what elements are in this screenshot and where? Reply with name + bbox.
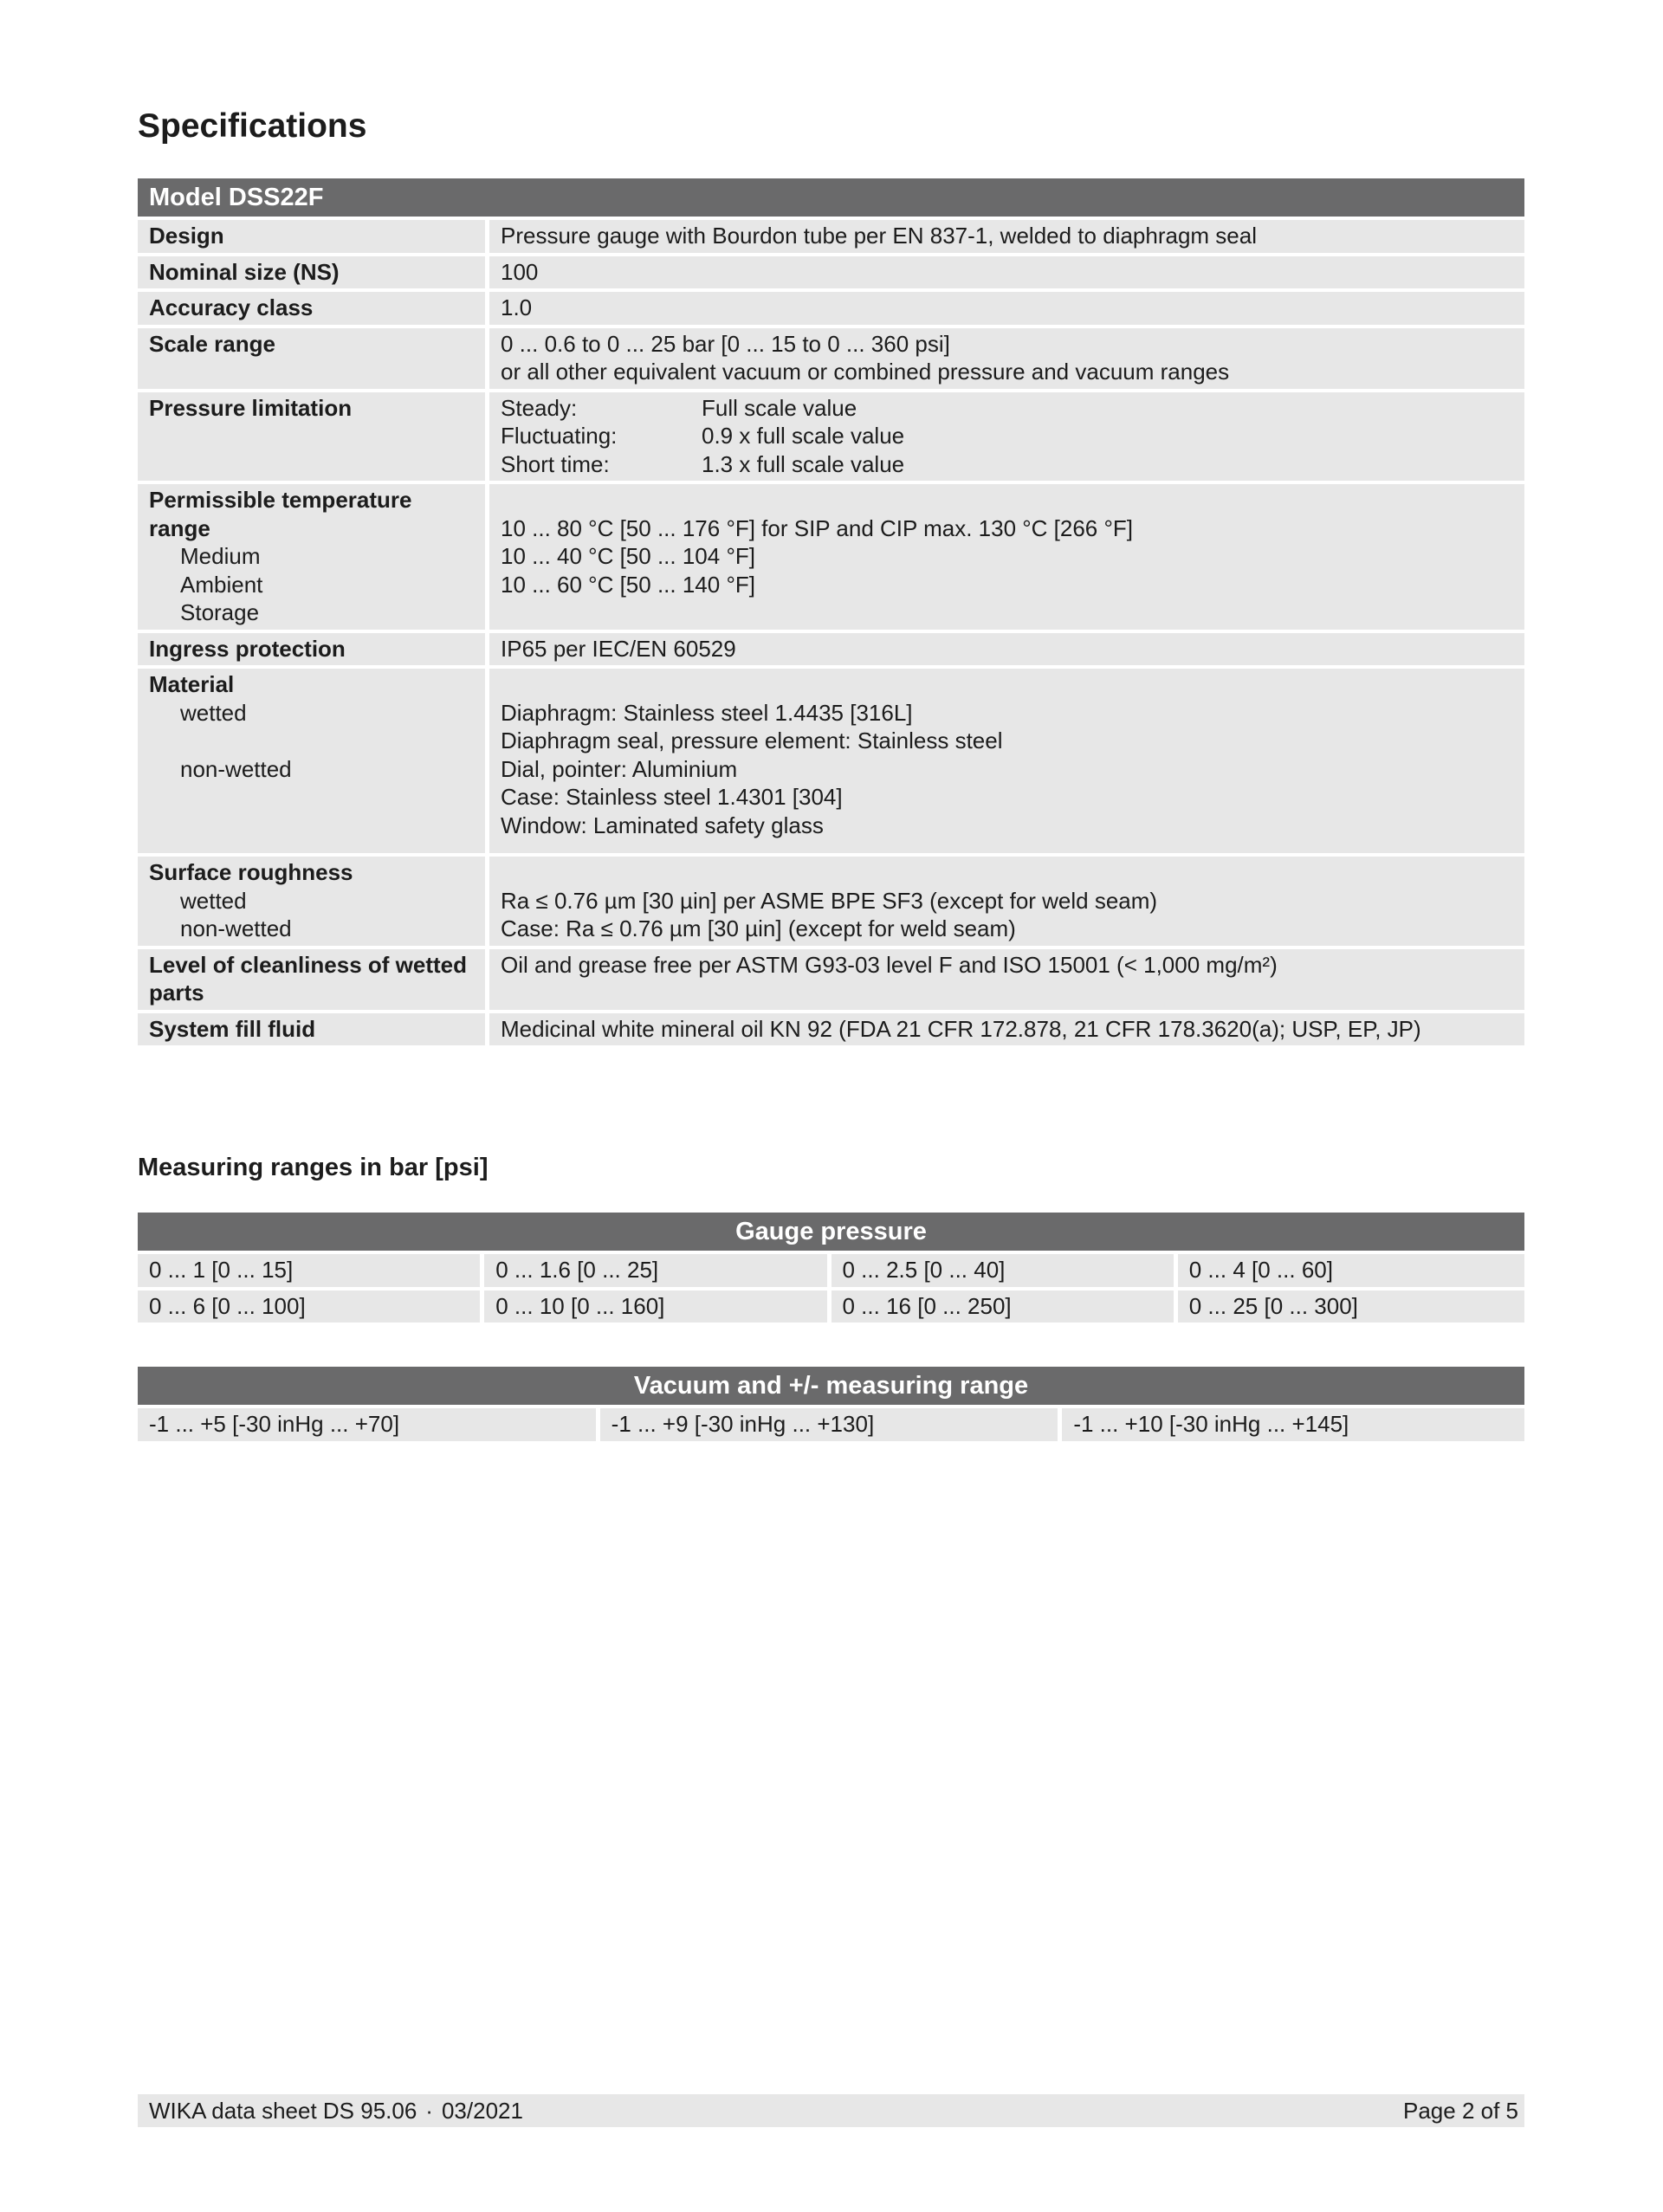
row-value bbox=[489, 328, 1524, 389]
pressure-limit-key: Steady: bbox=[501, 394, 578, 421]
row-value bbox=[489, 669, 1524, 853]
vacuum-range-table bbox=[138, 1363, 1524, 1445]
temperature-label: Permissible temperature range bbox=[149, 487, 412, 541]
ambient-label: Ambient bbox=[180, 571, 263, 598]
cleanliness-label: parts bbox=[149, 980, 204, 1006]
table-row bbox=[138, 328, 1524, 389]
row-label: System fill fluid bbox=[138, 1013, 489, 1046]
specifications-table bbox=[138, 175, 1524, 1049]
range-cell: 0 ... 6 [0 ... 100] bbox=[138, 1290, 484, 1323]
row-label: Nominal size (NS) bbox=[138, 256, 489, 289]
storage-value: 10 ... 60 °C [50 ... 140 °F] bbox=[501, 571, 755, 598]
table-row bbox=[138, 949, 1524, 1010]
pressure-limit-value: 0.9 x full scale value bbox=[702, 423, 905, 449]
data-sheet-id: WIKA data sheet DS 95.06 bbox=[149, 2098, 417, 2124]
row-label: Accuracy class bbox=[138, 292, 489, 325]
roughness-wetted-value: Ra ≤ 0.76 µm [30 µin] per ASME BPE SF3 (except for weld seam) bbox=[501, 887, 1158, 914]
table-header-row bbox=[138, 1213, 1524, 1251]
roughness-label: Surface roughness bbox=[149, 859, 353, 885]
storage-label: Storage bbox=[180, 599, 260, 625]
footer-source bbox=[149, 2094, 523, 2127]
pressure-limit-key: Short time: bbox=[501, 450, 610, 477]
table-row bbox=[138, 392, 1524, 482]
row-label bbox=[138, 669, 489, 853]
table-row bbox=[138, 1408, 1524, 1441]
range-cell: 0 ... 2.5 [0 ... 40] bbox=[832, 1254, 1178, 1287]
pressure-limit-short-time bbox=[501, 450, 1513, 479]
pressure-limit-key: Fluctuating: bbox=[501, 423, 618, 449]
page-footer bbox=[138, 2094, 1524, 2127]
pressure-limit-fluctuating bbox=[501, 422, 1513, 450]
range-cell: -1 ... +9 [-30 inHg ... +130] bbox=[600, 1408, 1063, 1441]
table-row bbox=[138, 633, 1524, 666]
wetted-label: wetted bbox=[180, 699, 247, 726]
table-header-row bbox=[138, 1367, 1524, 1405]
range-cell: 0 ... 10 [0 ... 160] bbox=[484, 1290, 831, 1323]
gauge-pressure-header: Gauge pressure bbox=[138, 1213, 1524, 1251]
vacuum-header: Vacuum and +/- measuring range bbox=[138, 1367, 1524, 1405]
row-value: Medicinal white mineral oil KN 92 (FDA 21 CFR 172.878, 21 CFR 178.3620(a); USP, EP, JP) bbox=[489, 1013, 1524, 1046]
material-line: Diaphragm: Stainless steel 1.4435 [316L] bbox=[501, 699, 913, 726]
row-label bbox=[138, 857, 489, 946]
table-row bbox=[138, 220, 1524, 253]
scale-range-line: or all other equivalent vacuum or combined pressure and vacuum ranges bbox=[501, 359, 1230, 385]
table-row bbox=[138, 292, 1524, 325]
non-wetted-label: non-wetted bbox=[180, 915, 292, 941]
material-line: Diaphragm seal, pressure element: Stainless steel bbox=[501, 728, 1003, 754]
table-row bbox=[138, 256, 1524, 289]
sheet-date: 03/2021 bbox=[441, 2098, 523, 2124]
range-cell: -1 ... +10 [-30 inHg ... +145] bbox=[1062, 1408, 1524, 1441]
row-label bbox=[138, 949, 489, 1010]
range-cell: -1 ... +5 [-30 inHg ... +70] bbox=[138, 1408, 600, 1441]
table-row bbox=[138, 669, 1524, 853]
row-value: Oil and grease free per ASTM G93-03 level F and ISO 15001 (< 1,000 mg/m²) bbox=[489, 949, 1524, 1010]
row-value: 1.0 bbox=[489, 292, 1524, 325]
table-header-row bbox=[138, 178, 1524, 217]
pressure-limit-value: 1.3 x full scale value bbox=[702, 450, 905, 477]
separator: · bbox=[425, 2098, 433, 2124]
page-title: Specifications bbox=[138, 107, 367, 145]
row-label: Pressure limitation bbox=[138, 392, 489, 482]
row-label: Scale range bbox=[138, 328, 489, 389]
gauge-pressure-table bbox=[138, 1209, 1524, 1326]
range-cell: 0 ... 4 [0 ... 60] bbox=[1178, 1254, 1524, 1287]
row-value: Pressure gauge with Bourdon tube per EN 837-1, welded to diaphragm seal bbox=[489, 220, 1524, 253]
non-wetted-label: non-wetted bbox=[180, 755, 292, 782]
ambient-value: 10 ... 40 °C [50 ... 104 °F] bbox=[501, 543, 755, 569]
roughness-non-wetted-value: Case: Ra ≤ 0.76 µm [30 µin] (except for weld seam) bbox=[501, 915, 1016, 941]
row-label: Design bbox=[138, 220, 489, 253]
range-cell: 0 ... 1.6 [0 ... 25] bbox=[484, 1254, 831, 1287]
pressure-limit-steady bbox=[501, 394, 1513, 423]
range-cell: 0 ... 16 [0 ... 250] bbox=[832, 1290, 1178, 1323]
range-cell: 0 ... 1 [0 ... 15] bbox=[138, 1254, 484, 1287]
material-line: Dial, pointer: Aluminium bbox=[501, 755, 738, 782]
medium-value: 10 ... 80 °C [50 ... 176 °F] for SIP and CIP max. 130 °C [266 °F] bbox=[501, 514, 1133, 541]
material-line: Window: Laminated safety glass bbox=[501, 812, 824, 838]
row-label: Ingress protection bbox=[138, 633, 489, 666]
table-row bbox=[138, 857, 1524, 946]
cleanliness-label: Level of cleanliness of wetted bbox=[149, 951, 467, 978]
row-value bbox=[489, 484, 1524, 630]
scale-range-line: 0 ... 0.6 to 0 ... 25 bar [0 ... 15 to 0 ... 360 psi] bbox=[501, 330, 950, 357]
page-number: Page 2 of 5 bbox=[1403, 2098, 1518, 2124]
wetted-label: wetted bbox=[180, 887, 247, 914]
medium-label: Medium bbox=[180, 543, 261, 569]
table-row bbox=[138, 1290, 1524, 1323]
model-header: Model DSS22F bbox=[138, 178, 1524, 217]
row-label bbox=[138, 484, 489, 630]
table-row bbox=[138, 1254, 1524, 1287]
material-label: Material bbox=[149, 671, 235, 697]
row-value: 100 bbox=[489, 256, 1524, 289]
row-value: IP65 per IEC/EN 60529 bbox=[489, 633, 1524, 666]
table-row bbox=[138, 1013, 1524, 1046]
section-title: Measuring ranges in bar [psi] bbox=[138, 1154, 489, 1181]
row-value bbox=[489, 392, 1524, 482]
row-value bbox=[489, 857, 1524, 946]
range-cell: 0 ... 25 [0 ... 300] bbox=[1178, 1290, 1524, 1323]
pressure-limit-value: Full scale value bbox=[702, 394, 857, 421]
table-row bbox=[138, 484, 1524, 630]
material-line: Case: Stainless steel 1.4301 [304] bbox=[501, 784, 843, 810]
